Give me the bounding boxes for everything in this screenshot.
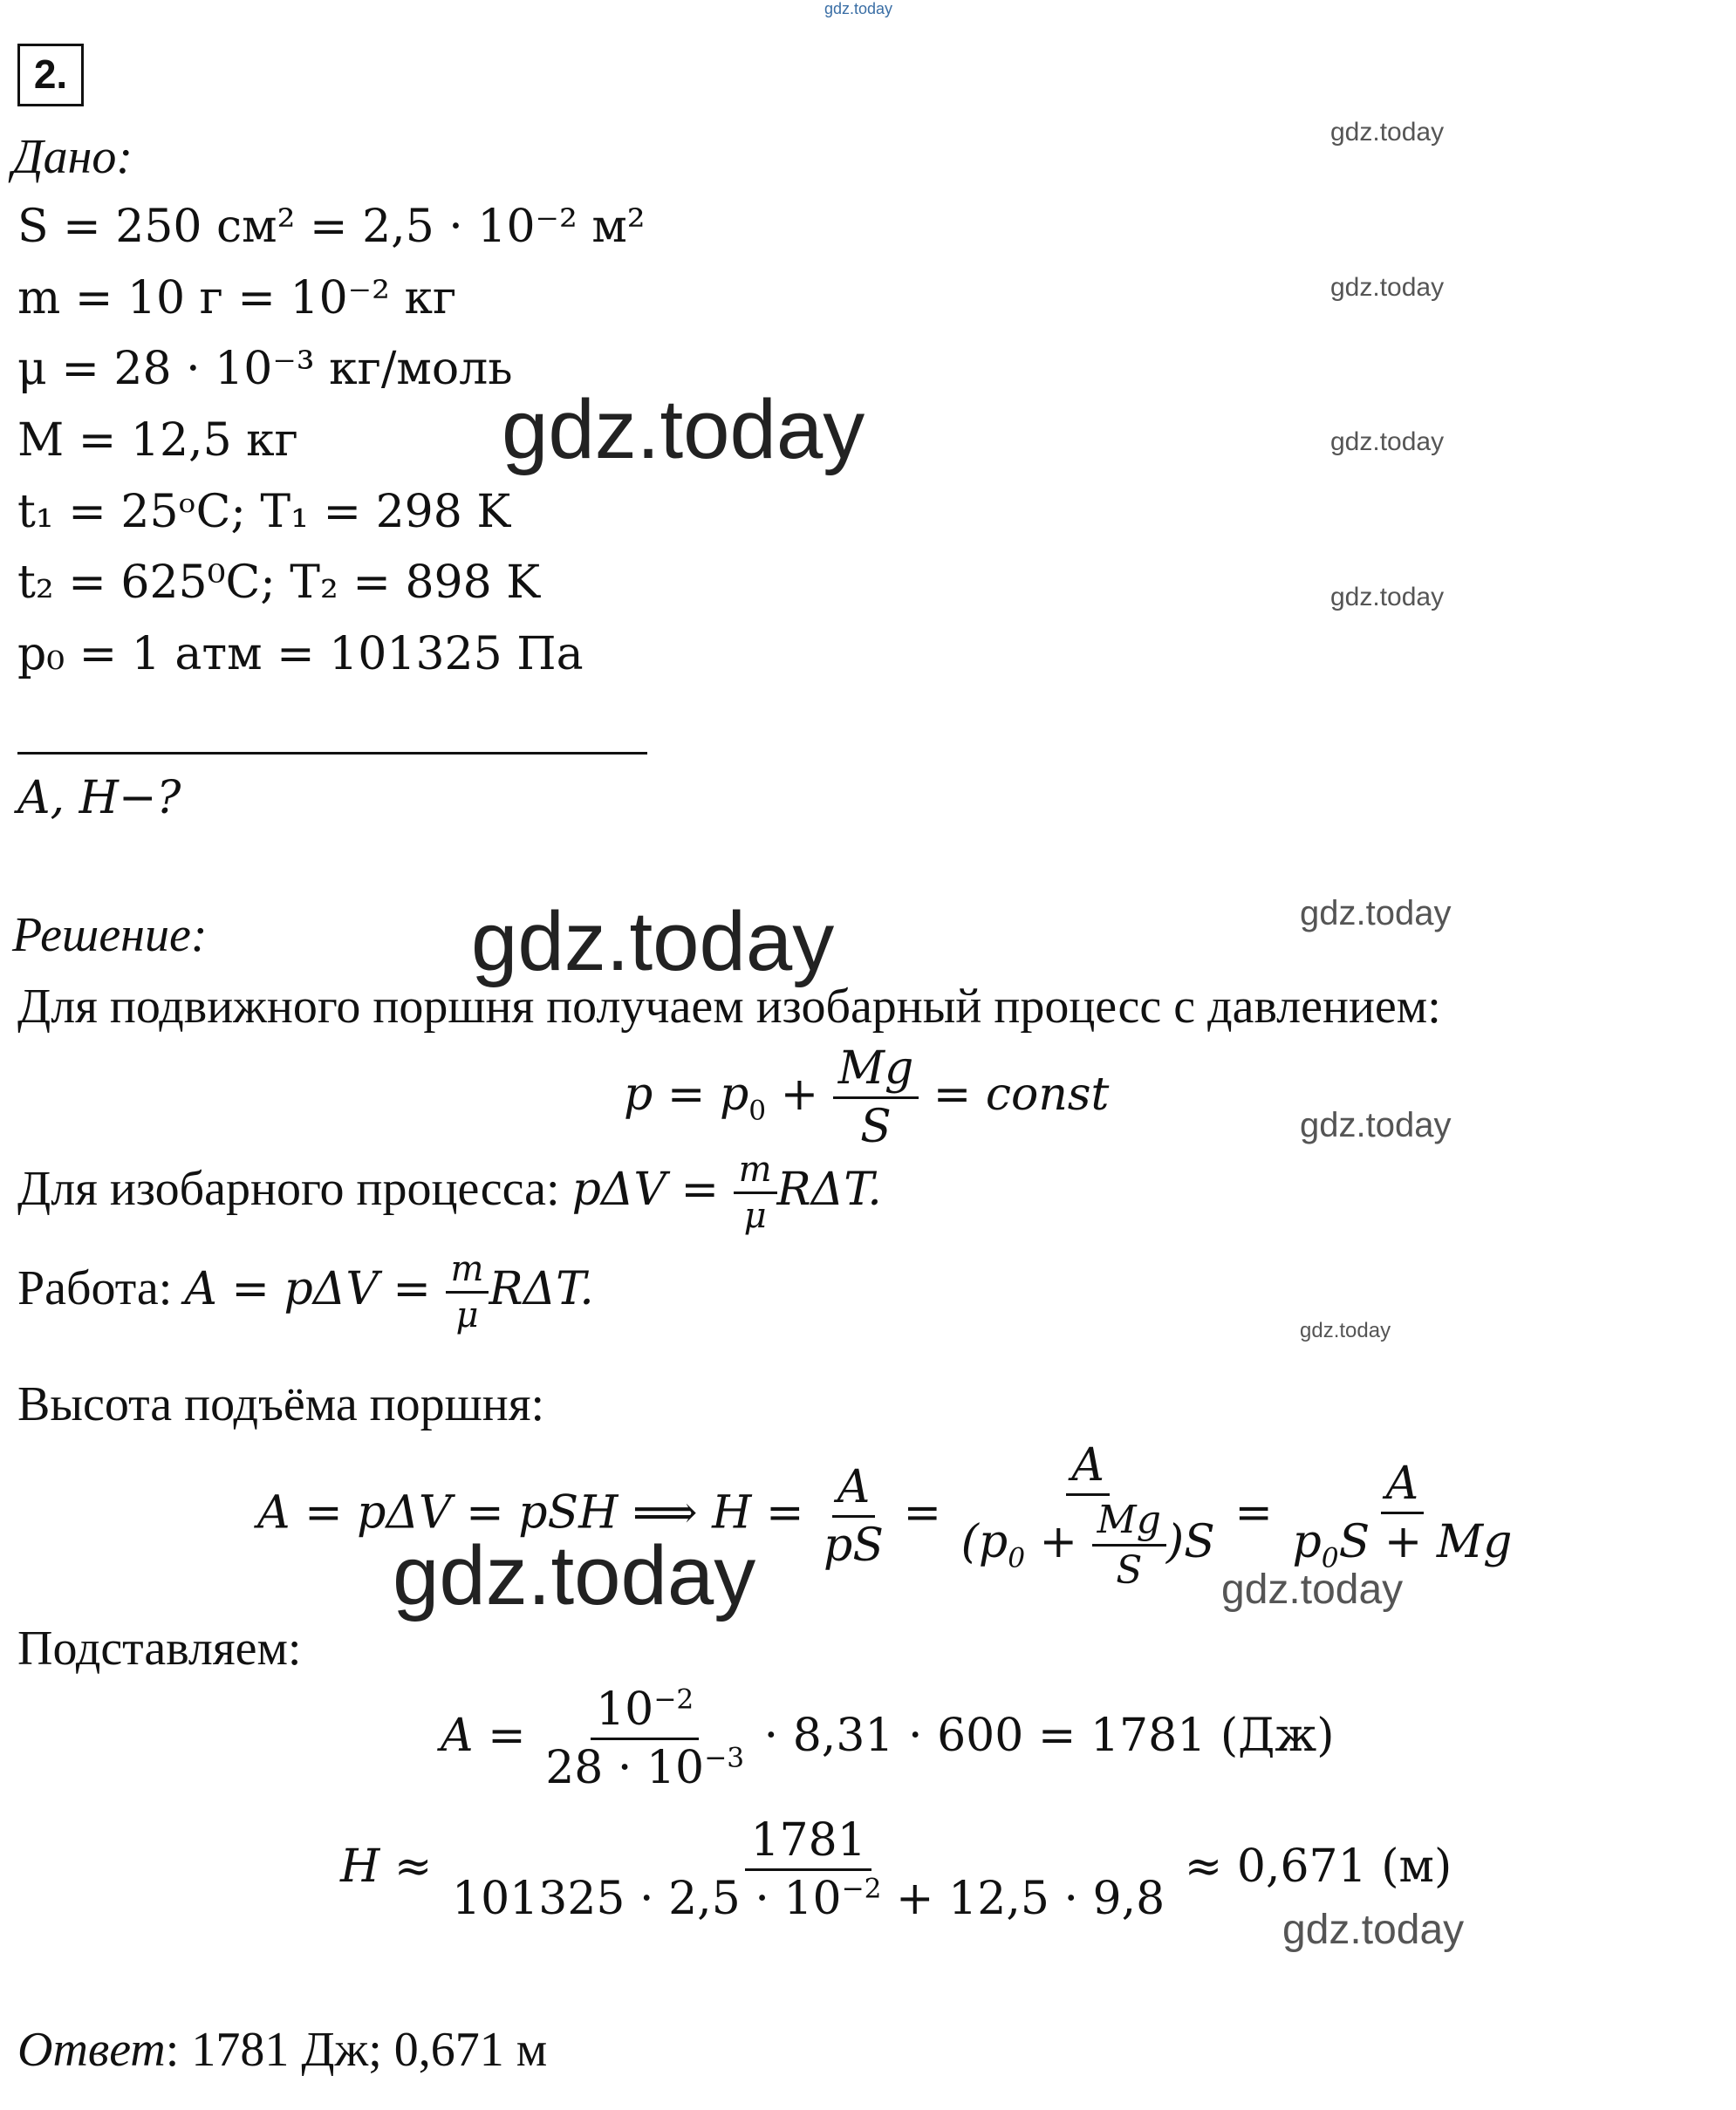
given-line-6: t₂ = 625⁰C; T₂ = 898 K (17, 557, 541, 609)
equation-work-value: A = $\frac{10^{-2}}{28 \cdot 10^{-3}}$ · 8,31 · 600 = 1781 (Дж) (441, 1683, 1335, 1794)
watermark-top: gdz.today (824, 0, 893, 17)
watermark-8: gdz.today (1221, 1567, 1404, 1613)
equation-height-value: H ≈ $\frac{1781}{101325 \cdot 2,5 \cdot 10^{-2} + 12,5 \cdot 9,8}$ ≈ 0,671 (м) (340, 1814, 1452, 1925)
watermark-5: gdz.today (1300, 894, 1452, 932)
answer-line: Ответ: 1781 Дж; 0,671 м (17, 2023, 548, 2077)
solution-text-5: Подставляем: (17, 1622, 302, 1676)
watermark-large-1: gdz.today (502, 383, 865, 476)
solution-heading: Решение: (12, 908, 208, 962)
problem-number: 2. (17, 44, 84, 106)
equation-height: A = pΔV = pSH ⟹ H = $\frac{A}{pS}$ = A ($p_0$ + $\frac{Mg}{S}$ )S = $\frac{A}{p_0S + Mg}$ (257, 1439, 1513, 1593)
given-line-2: m = 10 г = 10⁻² кг (17, 272, 457, 324)
solution-text-2: Для изобарного процесса: pΔV = $\frac{m}{\mu}$ RΔT. (17, 1150, 882, 1236)
watermark-large-3: gdz.today (393, 1529, 756, 1622)
watermark-7: gdz.today (1300, 1319, 1391, 1342)
given-line-3: μ = 28 · 10⁻³ кг/моль (17, 343, 513, 395)
given-line-7: p₀ = 1 атм = 101325 Па (17, 628, 584, 680)
solution-text-4: Высота подъёма поршня: (17, 1377, 545, 1431)
find-line: A, H−? (17, 772, 181, 824)
watermark-2: gdz.today (1330, 273, 1445, 302)
equation-pressure: $p = p_0$ + $\frac{Mg}{S}$ = const (624, 1042, 1110, 1153)
watermark-1: gdz.today (1330, 118, 1445, 147)
watermark-6: gdz.today (1300, 1106, 1452, 1144)
given-line-4: M = 12,5 кг (17, 414, 298, 467)
given-line-5: t₁ = 25ᵒC; T₁ = 298 K (17, 486, 511, 538)
watermark-large-2: gdz.today (471, 895, 835, 988)
given-heading: Дано: (12, 130, 133, 184)
watermark-3: gdz.today (1330, 427, 1445, 456)
watermark-4: gdz.today (1330, 583, 1445, 611)
given-line-1: S = 250 см² = 2,5 · 10⁻² м² (17, 201, 646, 253)
given-divider (17, 752, 647, 755)
solution-text-1: Для подвижного поршня получаем изобарный процесс с давлением: (17, 980, 1441, 1034)
watermark-9: gdz.today (1282, 1907, 1465, 1953)
solution-text-3: Работа: A = pΔV = $\frac{m}{\mu}$ RΔT. (17, 1249, 594, 1335)
